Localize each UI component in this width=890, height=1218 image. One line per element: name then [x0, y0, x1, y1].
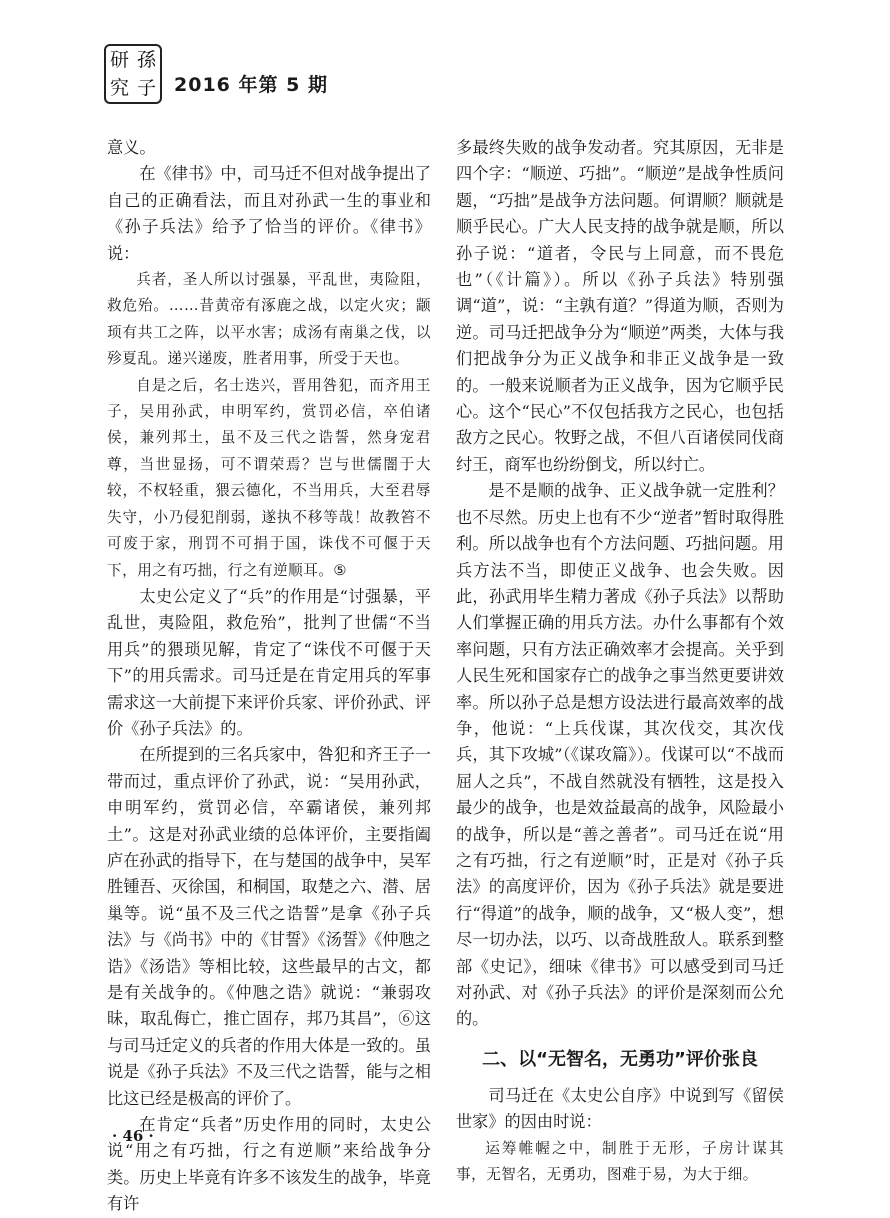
body-text: 意义。 — [107, 138, 156, 157]
block-quote: 运筹帷幄之中，制胜于无形，子房计谋其事，无智名，无勇功，图难于易，为大于细。 — [456, 1139, 784, 1184]
logo-char: 究 — [109, 76, 129, 99]
logo-char: 孫 — [136, 48, 156, 71]
block-quote: 自是之后，名士迭兴，晋用咎犯，而齐用王子，吴用孙武，申明军约，赏罚必信，卒伯诸侯，兼列邦土，虽不及三代之诰誓，然身宠君尊，当世显扬，可不谓荣焉？岂与世儒闇于大较，不权轻重，猥云德化，不当用兵，大至君辱失守，小乃侵犯削弱，遂执不移等哉！故教笞不可废于家，刑罚不可捐于国，诛伐不可偃于天下，用之有巧拙，行之有逆顺耳。⑤ — [107, 376, 431, 579]
logo-char: 研 — [109, 48, 129, 71]
journal-logo — [104, 44, 162, 104]
issue-label: 2016 年第 5 期 — [174, 74, 328, 96]
body-paragraph: 在《律书》中，司马迁不但对战争提出了自己的正确看法，而且对孙武一生的事业和《孙子兵法》给予了恰当的评价。《律书》说： — [107, 164, 431, 263]
body-paragraph: 司马迁在《太史公自序》中说到写《留侯世家》的因由时说： — [456, 1085, 784, 1132]
left-column — [107, 135, 431, 1218]
body-paragraph: 太史公定义了“兵”的作用是“讨强暴，平乱世，夷险阻，救危殆”，批判了世儒“不当用兵”的猥琐见解，肯定了“诛伐不可偃于天下”的用兵需求。司马迁是在肯定用兵的军事需求这一大前提下来评价兵家、评价孙武、评价《孙子兵法》的。 — [107, 586, 431, 738]
body-paragraph: 是不是顺的战争、正义战争就一定胜利？也不尽然。历史上也有不少“逆者”暂时取得胜利。所以战争也有个方法问题、巧拙问题。用兵方法不当，即使正义战争、也会失败。因此，孙武用毕生精力著成《孙子兵法》以帮助人们掌握正确的用兵方法。办什么事都有个效率问题，只有方法正确效率才会提高。关乎到人民生死和国家存亡的战争之事当然更要讲效率。所以孙子总是想方设法进行最高效率的战争，他说：“上兵伐谋，其次伐交，其次伐兵，其下攻城”（《谋攻篇》）。伐谋可以“不战而屈人之兵”，不战自然就没有牺牲，这是投入最少的战争，也是效益最高的战争，风险最小的战争，所以是“善之善者”。司马迁在说“用之有巧拙，行之有逆顺”时，正是对《孙子兵法》的高度评价，因为《孙子兵法》就是要进行“得道”的战争，顺的战争，又“极人变”，想尽一切办法，以巧、以奇战胜敌人。联系到整部《史记》，细味《律书》可以感受到司马迁对孙武、对《孙子兵法》的评价是深刻而公允的。 — [456, 481, 784, 1029]
body-paragraph: 在所提到的三名兵家中，咎犯和齐王子一带而过，重点评价了孙武，说：“吴用孙武，申明军约，赏罚必信，卒霸诸侯，兼列邦土”。这是对孙武业绩的总体评价，主要指阖庐在孙武的指导下，在与楚国的战争中，吴军胜锺吾、灭徐国，和桐国，取楚之六、潜、居巢等。说“虽不及三代之诰誓”是拿《孙子兵法》与《尚书》中的《甘誓》《汤誓》《仲虺之诰》《汤诰》等相比较，这些最早的古文，都是有关战争的。《仲虺之诰》就说：“兼弱攻昧，取乱侮亡，推亡固存，邦乃其昌”，⑥这与司马迁定义的兵者的作用大体是一致的。虽说是《孙子兵法》不及三代之诰誓，能与之相比这已经是极高的评价了。 — [107, 745, 431, 1108]
right-column — [456, 135, 784, 1188]
body-paragraph: 在肯定“兵者”历史作用的同时，太史公说“用之有巧拙，行之有逆顺”来给战争分类。历史上毕竟有许多不该发生的战争，毕竟有许 — [107, 1115, 431, 1214]
page-header — [104, 44, 804, 114]
body-text: 多最终失败的战争发动者。究其原因，无非是四个字：“顺逆、巧拙”。“顺逆”是战争性质问题，“巧拙”是战争方法问题。何谓顺？顺就是顺乎民心。广大人民支持的战争就是顺，所以孙子说：“道者，令民与上同意，而不畏危也”（《计篇》）。所以《孙子兵法》特别强调“道”，说：“主孰有道？”得道为顺，否则为逆。司马迁把战争分为“顺逆”两类，大体与我们把战争分为正义战争和非正义战争是一致的。一般来说顺者为正义战争，因为它顺乎民心。这个“民心”不仅包括我方之民心，也包括敌方之民心。牧野之战，不但八百诸侯同伐商纣王，商军也纷纷倒戈，所以纣亡。 — [456, 138, 784, 474]
page-number: · 46 · — [112, 1127, 154, 1145]
section-heading: 二、以“无智名，无勇功”评价张良 — [482, 1048, 758, 1070]
block-quote: 兵者，圣人所以讨强暴，平乱世，夷险阻，救危殆。……昔黄帝有涿鹿之战，以定火灾；颛顼有共工之阵，以平水害；成汤有南巢之伐，以殄夏乱。递兴递废，胜者用事，所受于天也。 — [107, 271, 431, 368]
logo-char: 子 — [136, 76, 156, 99]
